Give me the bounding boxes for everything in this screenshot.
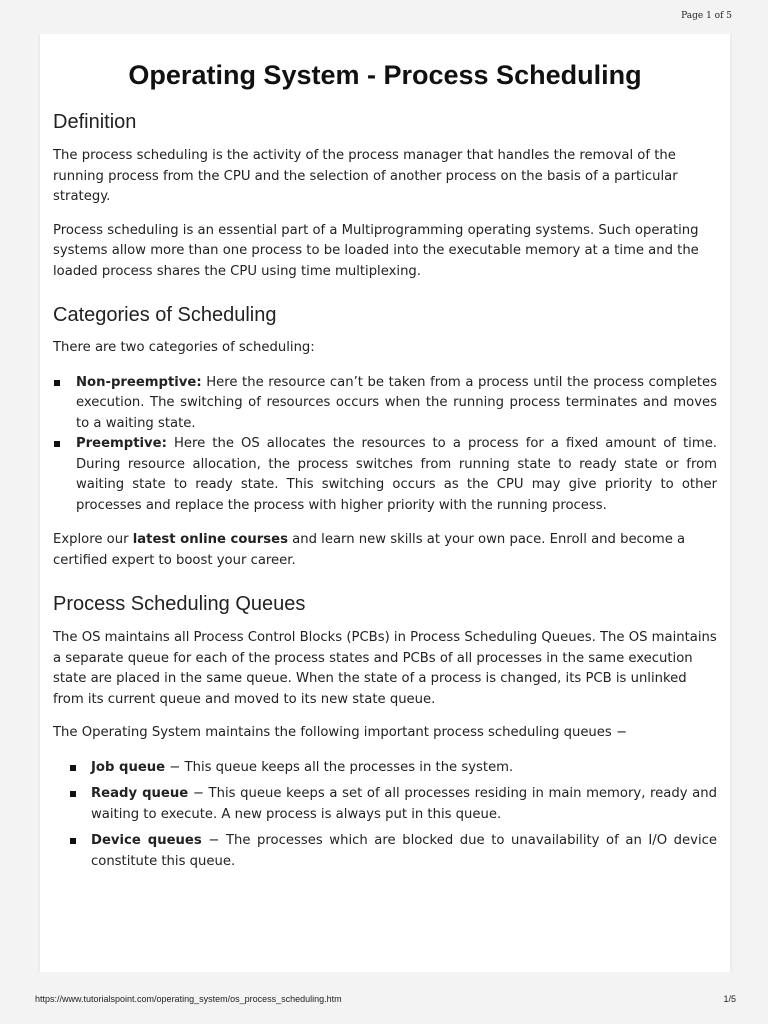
definition-paragraph-2: Process scheduling is an essential part of a Multiprogramming operating systems. Such operating systems allow more than one process to be loaded into the executable memory at a time and the loaded process shares the CPU using time multiplexing. [53,222,699,279]
square-bullet-icon [70,791,76,797]
list-item-text: Here the resource can’t be taken from a process until the process completes execution. The switching of resources occurs when the running process terminates and moves to a waiting state. [76,374,717,431]
list-item-text: − This queue keeps all the processes in the system. [165,759,514,775]
list-item-term: Job queue [91,759,166,775]
list-item [53,784,717,825]
footer-url: https://www.tutorialspoint.com/operating_system/os_process_scheduling.htm [35,994,342,1004]
queues-heading: Process Scheduling Queues [53,593,306,615]
definition-paragraph-1: The process scheduling is the activity of the process manager that handles the removal of the running process from the CPU and the selection of another process on the basis of a particular strategy. [53,148,678,204]
queues-paragraph-1: The OS maintains all Process Control Blocks (PCBs) in Process Scheduling Queues. The OS maintains a separate queue for each of the process states and PCBs of all processes in the same execution state are placed in the same queue. When the state of a process is changed, its PCB is unlinked from its current queue and moved to its new state queue. [53,630,717,707]
list-item-text: − The processes which are blocked due to unavailability of an I/O device constitute this queue. [91,833,717,869]
categories-list [53,373,717,517]
document-page [38,34,732,972]
categories-heading: Categories of Scheduling [53,304,277,326]
page-title: Operating System - Process Scheduling [128,60,642,90]
list-item-text: Here the OS allocates the resources to a process for a fixed amount of time. During resource allocation, the process switches from running state to ready state or from waiting state to ready state. This switching occurs as the CPU may give priority to other processes and replace the process with higher priority with the running process. [76,436,717,513]
list-item [53,373,717,435]
categories-intro: There are two categories of scheduling: [53,340,315,355]
queues-list [53,758,717,873]
print-footer [35,994,736,1004]
latest-courses-link[interactable]: latest online courses [132,532,288,547]
list-item [53,758,717,779]
list-item-term: Non-preemptive: [76,374,202,390]
square-bullet-icon [70,765,76,771]
explore-suffix: and learn new skills at your own pace. Enroll and become a certified expert to boost your career. [53,532,686,568]
list-item [53,831,717,872]
square-bullet-icon [70,838,76,844]
square-bullet-icon [54,380,60,386]
explore-paragraph [53,530,717,571]
page-indicator: Page 1 of 5 [681,11,732,21]
list-item-term: Preemptive: [76,436,167,451]
list-item-term: Device queues [91,833,202,848]
square-bullet-icon [54,441,60,447]
queues-paragraph-2: The Operating System maintains the following important process scheduling queues − [53,725,628,740]
definition-heading: Definition [53,111,137,133]
list-item-term: Ready queue [91,786,189,801]
footer-page-number: 1/5 [723,994,736,1004]
explore-prefix: Explore our [53,532,133,547]
list-item [53,434,717,516]
list-item-text: − This queue keeps a set of all processes residing in main memory, ready and waiting to execute. A new process is always put in this queue. [91,786,717,822]
